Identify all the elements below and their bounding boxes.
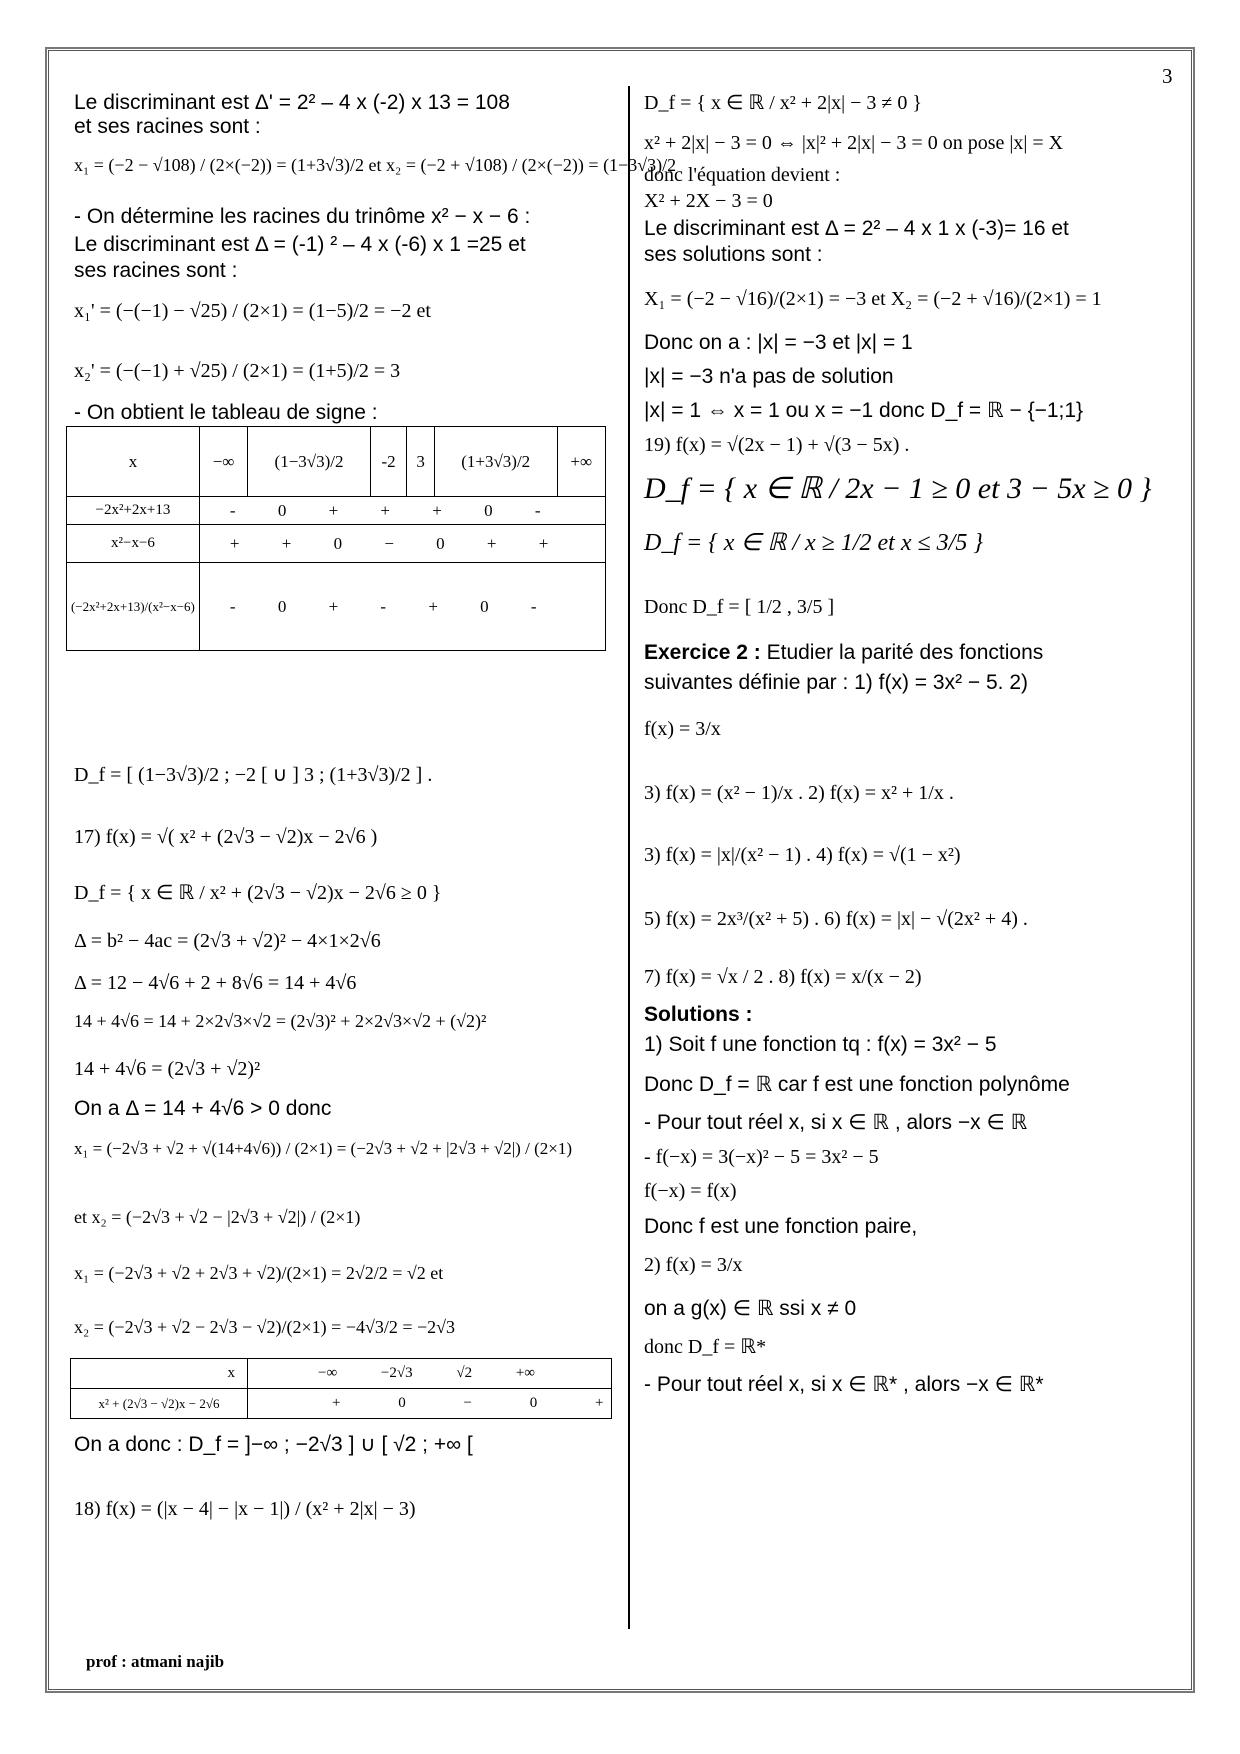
solution-2-condition: on a g(x) ∈ ℝ ssi x ≠ 0 xyxy=(644,1297,857,1320)
sign-cell: + xyxy=(538,533,549,553)
x2-17-result: x₂ = (−2√3 + √2 − 2√3 − √2)/(2×1) = −4√3/2 = −2√3 xyxy=(74,1317,456,1337)
row-signs xyxy=(199,563,605,651)
sign-cell: + xyxy=(594,1395,604,1411)
sign-cell: 0 xyxy=(277,596,287,616)
sign-cell: 0 xyxy=(277,500,287,520)
exercise-2-statement-2: suivantes définie par : 1) f(x) = 3x² − 5. 2) xyxy=(644,671,1029,694)
sign-cell: 0 xyxy=(398,1395,406,1411)
exercise-2-f2: f(x) = 3/x xyxy=(644,718,721,740)
roots-intro: et ses racines sont : xyxy=(74,115,261,138)
delta-17-square-result: 14 + 4√6 = (2√3 + √2)² xyxy=(74,1058,261,1080)
delta-17-square: 14 + 4√6 = 14 + 2×2√3×√2 = (2√3)² + 2×2√3×√2 + (√2)² xyxy=(74,1011,487,1031)
sign-table-2 xyxy=(70,1358,612,1419)
delta-17-simplified: Δ = 12 − 4√6 + 2 + 8√6 = 14 + 4√6 xyxy=(74,972,357,994)
root-x1-prime: x₁' = (−(−1) − √25) / (2×1) = (1−5)/2 = −2 et xyxy=(74,300,431,322)
domain-17-result: On a donc : D_f = ]−∞ ; −2√3 ] ∪ [ √2 ; +∞ [ xyxy=(74,1433,473,1456)
solutions-title: Solutions : xyxy=(644,1003,753,1026)
table-header-cell: x xyxy=(67,427,200,497)
sign-cell: - xyxy=(380,596,387,616)
sign-cell: + xyxy=(281,533,292,553)
no-solution: |x| = −3 n'a pas de solution xyxy=(644,365,894,388)
x1-17: x₁ = (−2√3 + √2 + √(14+4√6)) / (2×1) = (−2√3 + √2 + |2√3 + √2|) / (2×1) xyxy=(74,1139,572,1158)
sign-cell: - xyxy=(534,500,541,520)
x2-17: et x₂ = (−2√3 + √2 − |2√3 + √2|) / (2×1) xyxy=(74,1207,361,1227)
delta-17: Δ = b² − 4ac = (2√3 + √2)² − 4×1×2√6 xyxy=(74,930,381,952)
sign-cell: + xyxy=(380,500,390,520)
sign-cell: 0 xyxy=(333,533,343,553)
solution-2-step1: - Pour tout réel x, si x ∈ ℝ* , alors −x ∈ ℝ* xyxy=(644,1373,1044,1396)
exercise-19: 19) f(x) = √(2x − 1) + √(3 − 5x) . xyxy=(644,434,910,456)
exercise-2-statement: Etudier la parité des fonctions xyxy=(760,641,1044,664)
row-signs xyxy=(199,525,605,563)
row-label: x²−x−6 xyxy=(67,525,200,563)
solution-1-step1: - Pour tout réel x, si x ∈ ℝ , alors −x ∈ ℝ xyxy=(644,1111,1028,1134)
solution-1-conclusion: Donc f est une fonction paire, xyxy=(644,1215,918,1238)
sign-cell: + xyxy=(428,596,438,616)
solution-1-step2: - f(−x) = 3(−x)² − 5 = 3x² − 5 xyxy=(644,1146,879,1168)
sign-cell: − xyxy=(384,533,394,553)
domain-19-result: Donc D_f = [ 1/2 , 3/5 ] xyxy=(644,596,835,618)
sign-cell: 0 xyxy=(436,533,445,553)
exercise-18: 18) f(x) = (|x − 4| − |x − 1|) / (x² + 2|x| − 3) xyxy=(74,1498,416,1520)
row-label: x² + (2√3 − √2)x − 2√6 xyxy=(71,1389,248,1419)
roots-intro-2: ses racines sont : xyxy=(74,259,238,282)
sign-cell: + xyxy=(328,596,339,616)
row-label: −2x²+2x+13 xyxy=(67,497,200,525)
discriminant-18: Le discriminant est Δ = 2² – 4 x 1 x (-3)= 16 et xyxy=(644,217,1069,240)
exercise-2-title: Exercice 2 : xyxy=(644,641,761,664)
table-header-cell: −∞ xyxy=(318,1365,338,1381)
table-header-cell: −∞ xyxy=(199,427,247,497)
table-header-cell: +∞ xyxy=(557,427,605,497)
delta-positive: On a Δ = 14 + 4√6 > 0 donc xyxy=(74,1097,332,1120)
domain-18-result: |x| = 1 ⇔ x = 1 ou x = −1 donc D_f = ℝ − {−1;1} xyxy=(644,399,1084,422)
table-header-cell: +∞ xyxy=(515,1365,535,1381)
domain-17: D_f = { x ∈ ℝ / x² + (2√3 − √2)x − 2√6 ≥ 0 } xyxy=(74,882,442,904)
table-header-cell: √2 xyxy=(456,1365,473,1381)
footer-author: prof : atmani najib xyxy=(86,1652,225,1671)
x1-17-result: x₁ = (−2√3 + √2 + 2√3 + √2)/(2×1) = 2√2/2 = √2 et xyxy=(74,1263,444,1283)
sign-cell: + xyxy=(229,533,240,553)
row-signs xyxy=(248,1389,612,1419)
trinome-intro: - On détermine les racines du trinôme x² − x − 6 : xyxy=(74,205,531,228)
page-number: 3 xyxy=(1162,64,1173,88)
exercise-2-f7: 7) f(x) = √x / 2 . 8) f(x) = x/(x − 2) xyxy=(644,966,922,988)
exercise-2-f4: 3) f(x) = |x|/(x² − 1) . 4) f(x) = √(1 − x²) xyxy=(644,844,961,866)
table-row xyxy=(71,1389,612,1419)
exercise-2-line xyxy=(644,640,1043,666)
sign-cell: + xyxy=(432,500,442,520)
solution-2-domain: donc D_f = ℝ* xyxy=(644,1336,767,1358)
equation-abs: x² + 2|x| − 3 = 0 ⇔ |x|² + 2|x| − 3 = 0 on pose |x| = X xyxy=(644,132,1064,154)
sign-cell: 0 xyxy=(480,596,489,616)
discriminant-line-2: Le discriminant est Δ = (-1) ² – 4 x (-6) x 1 =25 et xyxy=(74,233,526,256)
exercise-2-f3: 3) f(x) = (x² − 1)/x . 2) f(x) = x² + 1/x . xyxy=(644,782,954,804)
roots-x1-x2: x₁ = (−2 − √108) / (2×(−2)) = (1+3√3)/2 et x₂ = (−2 + √108) / (2×(−2)) = (1−3√3)/2 xyxy=(74,155,677,175)
sign-cell: + xyxy=(486,533,497,553)
solution-1-domain: Donc D_f = ℝ car f est une fonction polynôme xyxy=(644,1073,1070,1096)
table-row xyxy=(67,497,606,525)
sign-cell: 0 xyxy=(529,1395,538,1411)
table-header-cell: x xyxy=(71,1359,248,1389)
table-row xyxy=(67,563,606,651)
table-header-values xyxy=(248,1359,612,1389)
discriminant-line: Le discriminant est Δ' = 2² – 4 x (-2) x 13 = 108 xyxy=(74,91,510,114)
equation-becomes: donc l'équation devient : xyxy=(644,164,841,186)
table-row xyxy=(67,525,606,563)
table-header-cell: (1+3√3)/2 xyxy=(434,427,557,497)
solution-1-step3: f(−x) = f(x) xyxy=(644,1180,737,1202)
table-header-cell: (1−3√3)/2 xyxy=(248,427,371,497)
exercise-2-f5: 5) f(x) = 2x³/(x² + 5) . 6) f(x) = |x| − √(2x² + 4) . xyxy=(644,908,1028,930)
sign-cell: - xyxy=(229,500,236,520)
solution-2: 2) f(x) = 3/x xyxy=(644,1254,743,1276)
table-header-cell: −2√3 xyxy=(380,1365,413,1381)
equation-X: X² + 2X − 3 = 0 xyxy=(644,190,773,212)
sign-cell: − xyxy=(463,1395,472,1411)
row-label: (−2x²+2x+13)/(x²−x−6) xyxy=(67,563,200,651)
exercise-17: 17) f(x) = √( x² + (2√3 − √2)x − 2√6 ) xyxy=(74,826,378,848)
domain-18: D_f = { x ∈ ℝ / x² + 2|x| − 3 ≠ 0 } xyxy=(644,92,922,114)
row-signs xyxy=(199,497,605,525)
solutions-X: X₁ = (−2 − √16)/(2×1) = −3 et X₂ = (−2 + √16)/(2×1) = 1 xyxy=(644,288,1102,310)
solutions-intro: ses solutions sont : xyxy=(644,243,823,266)
solution-1: 1) Soit f une fonction tq : f(x) = 3x² − 5 xyxy=(644,1033,997,1056)
root-x2-prime: x₂' = (−(−1) + √25) / (2×1) = (1+5)/2 = 3 xyxy=(74,360,401,382)
table-header-cell: -2 xyxy=(370,427,406,497)
column-divider xyxy=(628,86,630,1629)
sign-table-1 xyxy=(66,426,606,651)
domain-19: D_f = { x ∈ ℝ / 2x − 1 ≥ 0 et 3 − 5x ≥ 0 } xyxy=(644,472,1152,505)
sign-table-intro: - On obtient le tableau de signe : xyxy=(74,401,378,424)
table-header-cell: 3 xyxy=(407,427,435,497)
abs-values: Donc on a : |x| = −3 et |x| = 1 xyxy=(644,331,913,354)
sign-cell: - xyxy=(229,596,236,616)
domain-19-simplified: D_f = { x ∈ ℝ / x ≥ 1/2 et x ≤ 3/5 } xyxy=(644,530,983,556)
sign-cell: + xyxy=(332,1395,341,1411)
sign-cell: - xyxy=(530,596,537,616)
sign-cell: + xyxy=(328,500,339,520)
sign-cell: 0 xyxy=(484,500,493,520)
domain-result-16: D_f = [ (1−3√3)/2 ; −2 [ ∪ ] 3 ; (1+3√3)/2 ] . xyxy=(74,764,433,786)
